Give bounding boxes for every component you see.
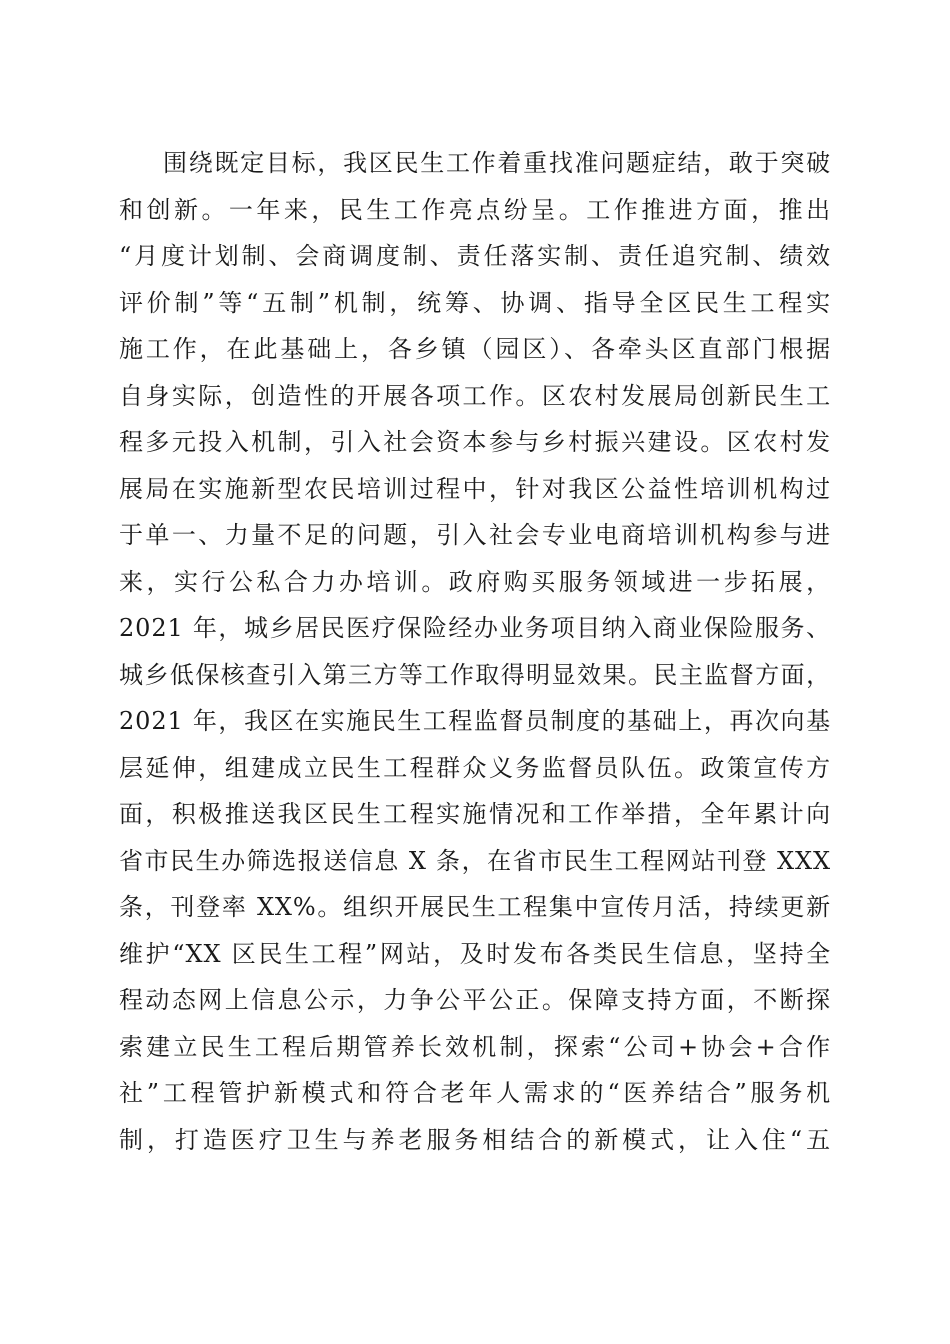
paragraph-line-4: 评价制”等“五制”机制，统筹、协调、指导全区民生工程实 — [119, 288, 831, 317]
paragraph-line-22: 制，打造医疗卫生与养老服务相结合的新模式，让入住“五 — [119, 1125, 831, 1154]
paragraph-line-7: 程多元投入机制，引入社会资本参与乡村振兴建设。区农村发 — [119, 428, 831, 456]
paragraph-line-19: 程动态网上信息公示，力争公平公正。保障支持方面，不断探 — [119, 986, 831, 1014]
paragraph-line-17: 条，刊登率 XX%。组织开展民生工程集中宣传月活，持续更新 — [119, 893, 831, 921]
paragraph-line-10: 来，实行公私合力办培训。政府购买服务领域进一步拓展， — [119, 567, 831, 596]
paragraph-line-11: 2021 年，城乡居民医疗保险经办业务项目纳入商业保险服务、 — [119, 614, 831, 642]
paragraph-line-6: 自身实际，创造性的开展各项工作。区农村发展局创新民生工 — [119, 381, 831, 410]
paragraph-line-1: 围绕既定目标，我区民生工作着重找准问题症结，敢于突破 — [163, 149, 831, 177]
paragraph-line-14: 层延伸，组建成立民生工程群众义务监督员队伍。政策宣传方 — [119, 753, 831, 782]
paragraph-line-12: 城乡低保核查引入第三方等工作取得明显效果。民主监督方面， — [119, 660, 831, 689]
paragraph-line-18: 维护“XX 区民生工程”网站，及时发布各类民生信息，坚持全 — [119, 939, 831, 968]
paragraph-line-3: “月度计划制、会商调度制、责任落实制、责任追究制、绩效 — [119, 242, 831, 270]
paragraph-line-13: 2021 年，我区在实施民生工程监督员制度的基础上，再次向基 — [119, 707, 831, 735]
paragraph-line-16: 省市民生办筛选报送信息 X 条，在省市民生工程网站刊登 XXX — [119, 846, 831, 875]
paragraph-line-20: 索建立民生工程后期管养长效机制，探索“公司+协会+合作 — [119, 1032, 831, 1061]
body-paragraph — [119, 140, 831, 1163]
paragraph-line-21: 社”工程管护新模式和符合老年人需求的“医养结合”服务机 — [119, 1079, 831, 1107]
paragraph-line-15: 面，积极推送我区民生工程实施情况和工作举措，全年累计向 — [119, 800, 831, 828]
paragraph-line-8: 展局在实施新型农民培训过程中，针对我区公益性培训机构过 — [119, 474, 831, 503]
paragraph-line-9: 于单一、力量不足的问题，引入社会专业电商培训机构参与进 — [119, 521, 831, 549]
paragraph-line-2: 和创新。一年来，民生工作亮点纷呈。工作推进方面，推出 — [119, 195, 831, 224]
paragraph-line-5: 施工作，在此基础上，各乡镇（园区）、各牵头区直部门根据 — [119, 335, 831, 363]
